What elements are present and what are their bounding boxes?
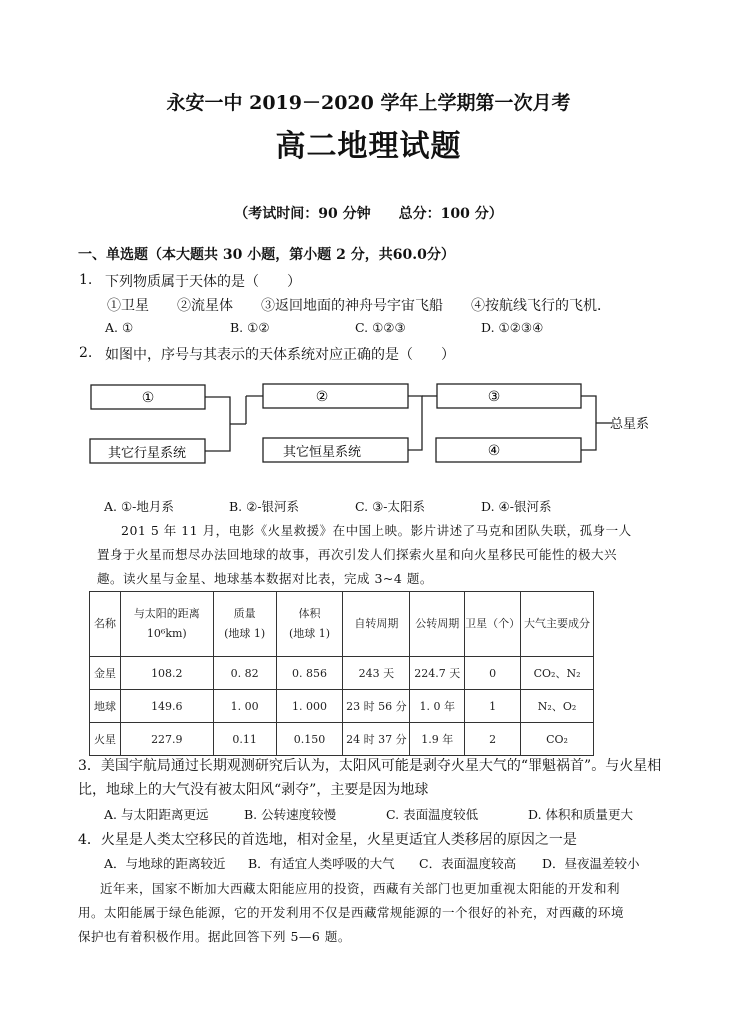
table-cell: 1. 0 年	[410, 690, 465, 723]
q3-option-c[interactable]: C. 表面温度较低	[386, 807, 479, 822]
q1-option-c[interactable]: C. ①②③	[355, 320, 406, 335]
question-2-text: 如图中，序号与其表示的天体系统对应正确的是（ ）	[105, 347, 455, 363]
table-row	[90, 690, 594, 723]
q3-option-a[interactable]: A. 与太阳距离更远	[104, 807, 209, 822]
box-4	[436, 438, 581, 462]
header-satellites: 卫星（个）	[465, 592, 521, 657]
header-atmosphere: 大气主要成分	[521, 592, 594, 657]
table-cell: 金星	[90, 657, 121, 690]
header-name: 名称	[90, 592, 121, 657]
section-heading: 一、单选题（本大题共 30 小题，第小题 2 分，共60.0分）	[78, 247, 455, 263]
question-1-text: 下列物质属于天体的是（ ）	[105, 274, 301, 290]
q4-option-d[interactable]: D．昼夜温差较小	[542, 856, 640, 871]
table-cell: 243 天	[343, 657, 410, 690]
q4-option-b[interactable]: B．有适宜人类呼吸的大气	[248, 856, 395, 871]
planet-data-table	[89, 591, 594, 756]
box-2-label: ②	[315, 389, 329, 405]
passage-2-line-3: 保护也有着积极作用。据此回答下列 5—6 题。	[78, 929, 351, 944]
question-3-line-1: 3．美国宇航局通过长期观测研究后认为，太阳风可能是剥夺火星大气的“罪魁祸首”。与火星相	[78, 758, 662, 774]
box-4-label: ④	[487, 443, 501, 459]
table-cell: 227.9	[120, 723, 213, 756]
box-3-label: ③	[487, 389, 501, 405]
table-cell: 0.11	[213, 723, 276, 756]
table-cell: 1. 000	[276, 690, 343, 723]
q3-option-b[interactable]: B. 公转速度较慢	[244, 807, 337, 822]
passage-1-line-1: 201 5 年 11 月，电影《火星救援》在中国上映。影片讲述了马克和团队失联，孤身一人	[121, 523, 632, 538]
table-cell: N₂、O₂	[521, 690, 594, 723]
q1-option-d[interactable]: D. ①②③④	[481, 320, 544, 335]
table-cell: 0. 856	[276, 657, 343, 690]
table-cell: 0	[465, 657, 521, 690]
table-cell: 0.150	[276, 723, 343, 756]
table-cell: CO₂	[521, 723, 594, 756]
exam-title: 永安一中 2019－2020 学年上学期第一次月考	[166, 92, 571, 114]
table-row	[90, 657, 594, 690]
box-1-label: ①	[141, 390, 155, 406]
header-mass: 质量 (地球 1)	[213, 592, 276, 657]
q1-option-a[interactable]: A. ①	[105, 320, 134, 335]
passage-2-line-1: 近年来，国家不断加大西藏太阳能应用的投资，西藏有关部门也更加重视太阳能的开发和利	[100, 881, 621, 896]
header-distance: 与太阳的距离 10⁶km)	[120, 592, 213, 657]
table-cell: 1. 00	[213, 690, 276, 723]
question-1-number: 1.	[79, 272, 93, 288]
exam-info: （考试时间：90 分钟 总分：100 分）	[234, 206, 503, 222]
q2-option-a[interactable]: A. ①-地月系	[104, 499, 174, 514]
passage-1-line-2: 置身于火星而想尽办法回地球的故事，再次引发人们探索火星和向火星移民可能性的极大兴	[97, 547, 618, 562]
subject-title: 高二地理试题	[275, 129, 462, 164]
q2-option-d[interactable]: D. ④-银河系	[481, 499, 552, 514]
table-cell: 224.7 天	[410, 657, 465, 690]
question-3-line-2: 比，地球上的大气没有被太阳风“剥夺”，主要是因为地球	[78, 782, 429, 798]
celestial-system-diagram	[0, 0, 737, 480]
q1-option-b[interactable]: B. ①②	[230, 320, 270, 335]
q4-option-a[interactable]: A．与地球的距离较近	[104, 856, 226, 871]
header-revolution: 公转周期	[410, 592, 465, 657]
table-cell: CO₂、N₂	[521, 657, 594, 690]
table-cell: 0. 82	[213, 657, 276, 690]
table-cell: 火星	[90, 723, 121, 756]
table-cell: 108.2	[120, 657, 213, 690]
passage-2-line-2: 用。太阳能属于绿色能源，它的开发利用不仅是西藏常规能源的一个很好的补充，对西藏的环境	[78, 905, 625, 920]
question-4-line-1: 4．火星是人类太空移民的首选地，相对金星，火星更适宜人类移居的原因之一是	[78, 832, 577, 848]
question-1-items: ①卫星 ②流星体 ③返回地面的神舟号宇宙飞船 ④按航线飞行的飞机．	[107, 298, 611, 314]
table-cell: 地球	[90, 690, 121, 723]
other-stars-label: 其它恒星系统	[282, 445, 362, 460]
table-cell: 23 时 56 分	[343, 690, 410, 723]
header-volume: 体积 (地球 1)	[276, 592, 343, 657]
table-header-row	[90, 592, 594, 657]
header-rotation: 自转周期	[343, 592, 410, 657]
q2-option-c[interactable]: C. ③-太阳系	[355, 499, 425, 514]
table-cell: 2	[465, 723, 521, 756]
passage-1-line-3: 趣。读火星与金星、地球基本数据对比表，完成 3~4 题。	[97, 571, 433, 586]
box-2	[263, 384, 408, 408]
table-row	[90, 723, 594, 756]
total-galaxy-label: 总星系	[610, 417, 650, 432]
table-cell: 1	[465, 690, 521, 723]
question-2-number: 2.	[79, 345, 93, 361]
other-planets-label: 其它行星系统	[107, 446, 187, 461]
q3-option-d[interactable]: D. 体积和质量更大	[528, 807, 634, 822]
box-3	[437, 384, 581, 408]
table-cell: 24 时 37 分	[343, 723, 410, 756]
table-cell: 149.6	[120, 690, 213, 723]
q2-option-b[interactable]: B. ②-银河系	[229, 499, 300, 514]
table-cell: 1.9 年	[410, 723, 465, 756]
q4-option-c[interactable]: C．表面温度较高	[419, 856, 517, 871]
